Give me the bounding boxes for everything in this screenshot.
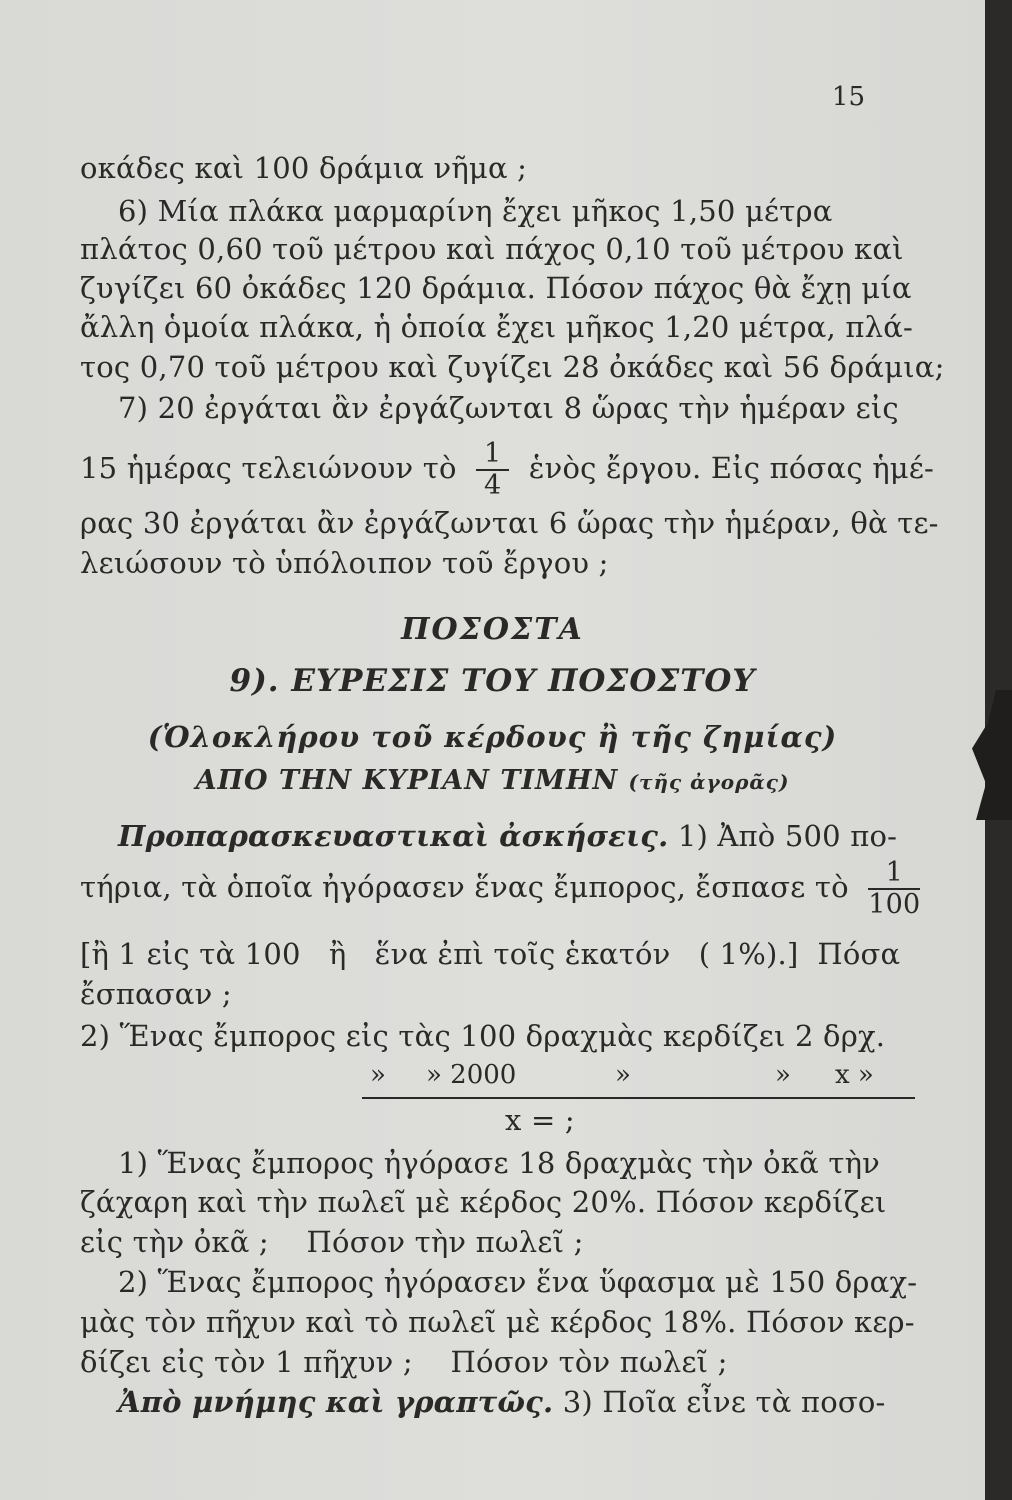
- text-line: ἄλλη ὁμοία πλάκα, ἡ ὁποία ἔχει μῆκος 1,20 μέτρα, πλά-: [80, 310, 913, 344]
- text-line-with-fraction: [80, 852, 920, 922]
- divider-line: [362, 1097, 915, 1099]
- text-line: δίζει εἰς τὸν 1 πῆχυν ; Πόσον τὸν πωλεῖ ;: [80, 1345, 728, 1379]
- equation: x = ;: [505, 1103, 575, 1137]
- ditto-mark: »: [370, 1060, 386, 1090]
- text-line-with-fraction: [80, 438, 935, 501]
- fraction-numerator: 1: [476, 439, 509, 471]
- text-line: 6) Μία πλάκα μαρμαρίνη ἔχει μῆκος 1,50 μέτρα: [118, 194, 833, 228]
- text-line: πλάτος 0,60 τοῦ μέτρου καὶ πάχος 0,10 τοῦ μέτρου καὶ: [80, 232, 904, 266]
- subheading-main: ΑΠΟ ΤΗΝ ΚΥΡΙΑΝ ΤΙΜΗΝ: [195, 765, 619, 796]
- fraction-one-quarter: [476, 439, 509, 501]
- text-segment: 3) Ποῖα εἶνε τὰ ποσο-: [562, 1385, 886, 1419]
- text-segment: 1) Ἀπὸ 500 πο-: [677, 819, 898, 853]
- text-line: 1) Ἕνας ἔμπορος ἠγόρασε 18 δραχμὰς τὴν ὀκᾶ τὴν: [118, 1146, 880, 1180]
- text-line: [118, 818, 920, 854]
- fraction-denominator: 100: [868, 889, 921, 920]
- section-heading: ΠΟΣΟΣΤΑ: [401, 612, 584, 647]
- subheading: (Ὁλοκλήρου τοῦ κέρδους ἢ τῆς ζημίας): [147, 720, 838, 754]
- page-number: 15: [831, 82, 865, 112]
- unknown-x: x »: [835, 1060, 874, 1090]
- fraction-denominator: 4: [484, 470, 502, 501]
- memory-label: Ἀπὸ μνήμης καὶ γραπτῶς.: [118, 1385, 554, 1419]
- text-line: ρας 30 ἐργάται ἂν ἐργάζωνται 6 ὥρας τὴν ἡμέραν, θὰ τε-: [80, 506, 939, 540]
- text-line: οκάδες καὶ 100 δράμια νῆμα ;: [80, 151, 528, 185]
- chapter-heading: 9). ΕΥΡΕΣΙΣ ΤΟΥ ΠΟΣΟΣΤΟΥ: [229, 663, 756, 699]
- fraction-one-hundredth: [868, 858, 920, 920]
- fraction-numerator: 1: [868, 858, 920, 890]
- text-segment: 15 ἡμέρας τελειώνουν τὸ: [80, 451, 457, 485]
- text-line: τος 0,70 τοῦ μέτρου καὶ ζυγίζει 28 ὀκάδες καὶ 56 δράμια;: [80, 350, 945, 384]
- text-line: 2) Ἕνας ἔμπορος εἰς τὰς 100 δραχμὰς κερδίζει 2 δρχ.: [80, 1019, 886, 1053]
- text-line: 2) Ἕνας ἔμπορος ἠγόρασεν ἕνα ὕφασμα μὲ 150 δραχ-: [118, 1265, 918, 1299]
- exercises-label: Προπαρασκευαστικαὶ ἀσκήσεις.: [118, 819, 669, 853]
- ditto-mark: »: [615, 1060, 631, 1090]
- text-line: μὰς τὸν πῆχυν καὶ τὸ πωλεῖ μὲ κέρδος 18%. Πόσον κερ-: [80, 1305, 915, 1339]
- text-line: [118, 1384, 920, 1420]
- text-line: εἰς τὴν ὀκᾶ ; Πόσον τὴν πωλεῖ ;: [80, 1225, 584, 1259]
- ditto-mark: »: [775, 1060, 791, 1090]
- subheading-price: [0, 765, 985, 796]
- ditto-amount: » 2000: [426, 1060, 517, 1090]
- text-line: 7) 20 ἐργάται ἂν ἐργάζωνται 8 ὥρας τὴν ἡμέραν εἰς: [118, 391, 899, 425]
- text-line: ἔσπασαν ;: [80, 977, 232, 1011]
- text-segment: τήρια, τὰ ὁποῖα ἠγόρασεν ἕνας ἔμπορος, ἔσπασε τὸ: [80, 870, 849, 904]
- text-line: [ἢ 1 εἰς τὰ 100 ἢ ἕνα ἐπὶ τοῖς ἑκατόν ( 1%).] Πόσα: [80, 937, 901, 971]
- text-line: λειώσουν τὸ ὑπόλοιπον τοῦ ἔργου ;: [80, 546, 609, 580]
- text-line: ζάχαρη καὶ τὴν πωλεῖ μὲ κέρδος 20%. Πόσον κερδίζει: [80, 1185, 887, 1219]
- text-segment: ἑνὸς ἔργου. Εἰς πόσας ἡμέ-: [528, 451, 935, 485]
- subheading-note: (τῆς ἀγορᾶς): [628, 770, 790, 794]
- text-line: ζυγίζει 60 ὀκάδες 120 δράμια. Πόσον πάχος θὰ ἔχῃ μία: [80, 271, 912, 305]
